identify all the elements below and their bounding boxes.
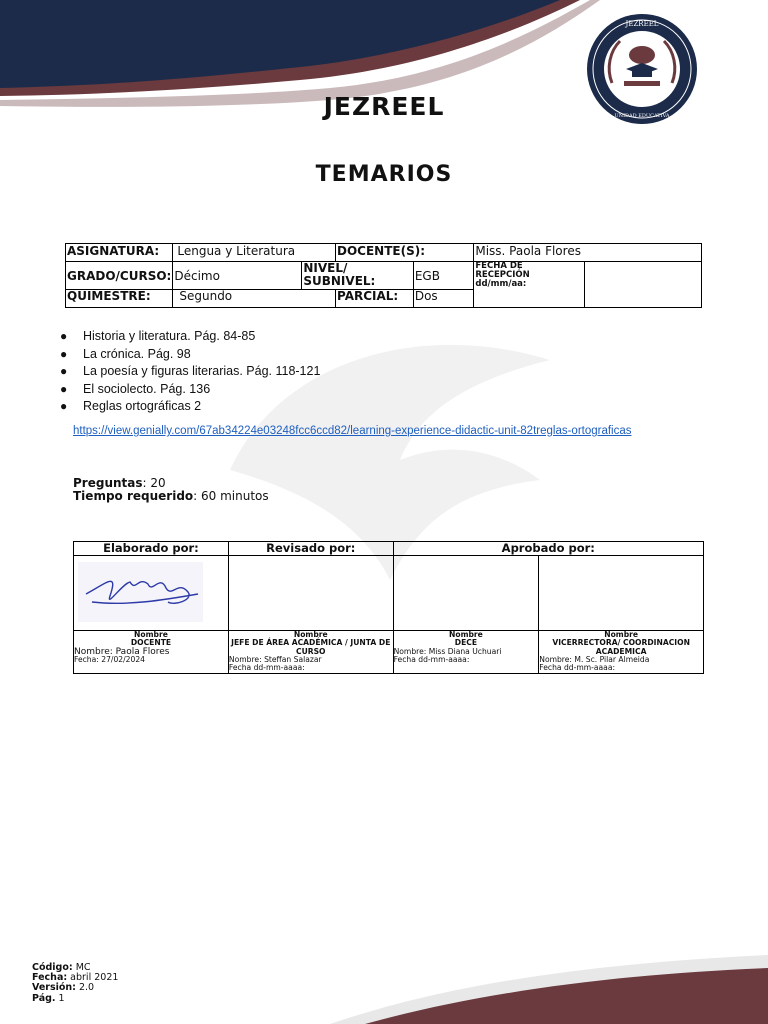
fecha-label-line3: dd/mm/aa: — [475, 279, 527, 289]
signer-role: DOCENTE — [130, 638, 172, 648]
aprobado-header: Aprobado por: — [393, 542, 703, 556]
signature-box-vicerrectora — [539, 556, 704, 631]
list-item — [60, 346, 320, 364]
signer-docente — [74, 631, 229, 674]
signer-role: VICERRECTORA/ COORDINACION ACADEMICA — [552, 638, 690, 656]
nivel-label-line1: NIVEL/ — [303, 261, 348, 275]
signer-name: Nombre: Miss Diana Uchuari — [393, 646, 502, 656]
school-name: JEZREEL — [323, 92, 445, 121]
nombre-label: Nombre — [134, 630, 168, 639]
topic-text: Historia y literatura. Pág. 84-85 — [83, 329, 256, 343]
parcial-value: Dos — [413, 290, 474, 308]
tiempo-label: Tiempo requerido — [73, 489, 194, 503]
signer-name: Nombre: M. Sc. Pilar Almeida — [539, 654, 650, 664]
topic-text: La crónica. Pág. 98 — [83, 346, 191, 361]
fecha-label-line2: RECEPCIÓN — [475, 270, 530, 280]
version-label: Versión: — [32, 982, 76, 994]
tiempo-line — [73, 489, 269, 503]
nombre-label: Nombre — [293, 630, 328, 639]
bullet-icon: ● — [60, 346, 68, 361]
nivel-label — [302, 262, 413, 290]
page-title: TEMARIOS — [315, 162, 453, 187]
genially-link[interactable]: https://view.genially.com/67ab34224e03248fcc6ccd82/learning-experience-didactic-unit-82treglas-ortograficas — [73, 425, 632, 437]
elaborado-header: Elaborado por: — [74, 542, 229, 556]
nombre-label: Nombre — [604, 630, 639, 639]
parcial-label: PARCIAL: — [336, 290, 414, 308]
fecha-recepcion-value — [584, 262, 701, 308]
signer-date: Fecha: 27/02/2024 — [74, 654, 146, 664]
signer-dece — [393, 631, 539, 674]
quimestre-value: Segundo — [173, 290, 336, 308]
bullet-icon: ● — [60, 329, 68, 343]
revisado-header: Revisado por: — [228, 542, 393, 556]
signature-box-jefe — [228, 556, 393, 631]
codigo-label: Código: — [32, 962, 73, 973]
signature-box-docente — [74, 556, 229, 631]
fecha-recepcion-label — [474, 262, 584, 308]
preguntas-line — [73, 476, 166, 490]
quimestre-label: QUIMESTRE: — [66, 290, 173, 308]
logo-top-text: JEZREEL — [625, 20, 659, 28]
bullet-icon: ● — [60, 399, 68, 414]
signer-jefe — [228, 631, 393, 674]
version-value: 2.0 — [75, 982, 95, 994]
list-item — [60, 328, 320, 346]
topic-text: Reglas ortográficas 2 — [83, 399, 202, 414]
signer-name: Nombre: Paola Flores — [74, 646, 170, 657]
signer-role: JEFE DE ÁREA ACADÉMICA / JUNTA DE CURSO — [231, 638, 391, 656]
grado-label: GRADO/CURSO: — [66, 262, 173, 290]
signatures-table — [73, 541, 704, 674]
asignatura-label: ASIGNATURA: — [66, 244, 173, 262]
signer-date: Fecha dd-mm-aaaa: — [539, 663, 616, 673]
signer-vicerrectora — [539, 631, 704, 674]
signer-role: DECE — [454, 638, 478, 648]
topic-text: La poesía y figuras literarias. Pág. 118-121 — [83, 364, 321, 379]
tiempo-value: : 60 minutos — [193, 489, 269, 503]
fecha-label-line1: FECHA DE — [475, 261, 523, 271]
preguntas-value: : 20 — [142, 476, 166, 490]
preguntas-label: Preguntas — [73, 476, 143, 490]
nivel-label-line2: SUBNIVEL: — [303, 274, 376, 288]
codigo-value: MC — [72, 962, 91, 973]
nivel-value: EGB — [413, 262, 474, 290]
pag-label: Pág. — [32, 992, 56, 1004]
nombre-label: Nombre — [449, 630, 483, 639]
signer-name: Nombre: Steffan Salazar — [228, 654, 322, 664]
bullet-icon: ● — [60, 381, 68, 396]
topics-list — [60, 328, 320, 416]
pag-value: 1 — [55, 992, 65, 1004]
asignatura-value: Lengua y Literatura — [173, 244, 336, 262]
docente-label: DOCENTE(S): — [336, 244, 474, 262]
docente-value: Miss. Paola Flores — [474, 244, 702, 262]
fecha-value: abril 2021 — [67, 972, 119, 984]
handwritten-signature-icon — [78, 562, 203, 622]
list-item — [60, 398, 320, 416]
grado-value: Décimo — [173, 262, 302, 290]
list-item — [60, 381, 320, 399]
list-item — [60, 363, 320, 381]
fecha-label: Fecha: — [32, 972, 68, 984]
logo-bottom-text: UNIDAD EDUCATIVA — [614, 113, 670, 119]
topic-text: El sociolecto. Pág. 136 — [83, 381, 211, 396]
document-footer — [32, 963, 118, 1004]
signer-date: Fecha dd-mm-aaaa: — [228, 663, 305, 673]
signer-date: Fecha dd-mm-aaaa: — [393, 654, 470, 664]
bullet-icon: ● — [60, 364, 68, 379]
course-info-table — [65, 243, 702, 308]
signature-box-dece — [393, 556, 539, 631]
